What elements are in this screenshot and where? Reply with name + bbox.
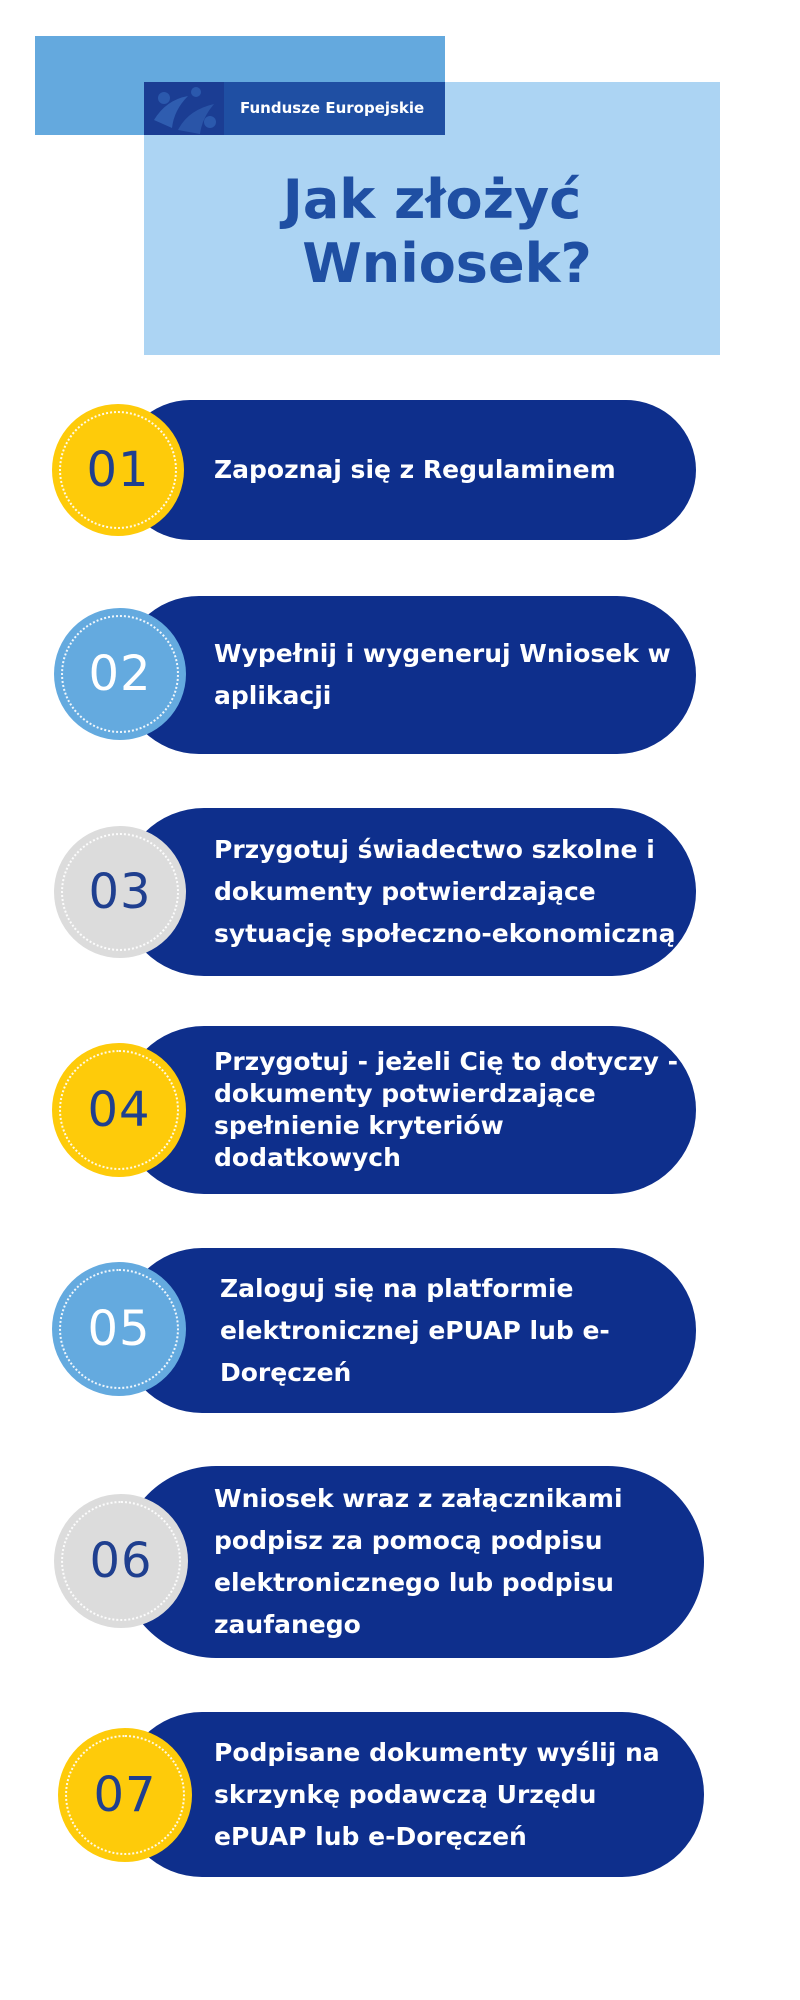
step-06-badge [54, 1494, 188, 1628]
step-01-badge [52, 404, 184, 536]
step-04-number: 04 [87, 1082, 151, 1138]
step-05-text: Zaloguj się na platformie elektronicznej ePUAP lub e-Doręczeń [220, 1273, 610, 1387]
step-05-number: 05 [87, 1301, 151, 1357]
step-07-number: 07 [93, 1767, 157, 1823]
step-04-text: Przygotuj - jeżeli Cię to dotyczy - dokumenty potwierdzające spełnienie kryteriów dodatkowych [214, 1047, 679, 1172]
step-06-pill [120, 1466, 704, 1658]
step-07-badge [58, 1728, 192, 1862]
step-05-pill [120, 1248, 696, 1413]
step-04-pill [120, 1026, 696, 1194]
step-01-number: 01 [86, 442, 150, 498]
eu-funds-logo [144, 82, 445, 135]
title-line-2: Wniosek? [302, 232, 592, 295]
step-03-text: Przygotuj świadectwo szkolne i dokumenty potwierdzające sytuację społeczno-ekonomiczną [214, 835, 676, 948]
step-01-pill [120, 400, 696, 540]
step-06-number: 06 [89, 1533, 153, 1589]
step-02-badge [54, 608, 186, 740]
step-01-text: Zapoznaj się z Regulaminem [214, 455, 616, 484]
step-04-badge [52, 1043, 186, 1177]
title-line-1: Jak złożyć [282, 168, 582, 231]
step-06-text: Wniosek wraz z załącznikami podpisz za pomocą podpisu elektronicznego lub podpisu zaufanego [214, 1484, 623, 1639]
step-03-pill [120, 808, 696, 976]
step-07-pill [120, 1712, 704, 1877]
step-03-number: 03 [88, 864, 152, 920]
logo-text: Fundusze Europejskie [240, 99, 425, 117]
page-title [144, 168, 720, 296]
step-02-text: Wypełnij i wygeneruj Wniosek w aplikacji [214, 639, 671, 710]
step-07-text: Podpisane dokumenty wyślij na skrzynkę podawczą Urzędu ePUAP lub e-Doręczeń [214, 1737, 660, 1851]
eu-flag-icon [144, 82, 224, 135]
step-02-number: 02 [88, 646, 152, 702]
step-03-badge [54, 826, 186, 958]
step-05-badge [52, 1262, 186, 1396]
step-02-pill [120, 596, 696, 754]
